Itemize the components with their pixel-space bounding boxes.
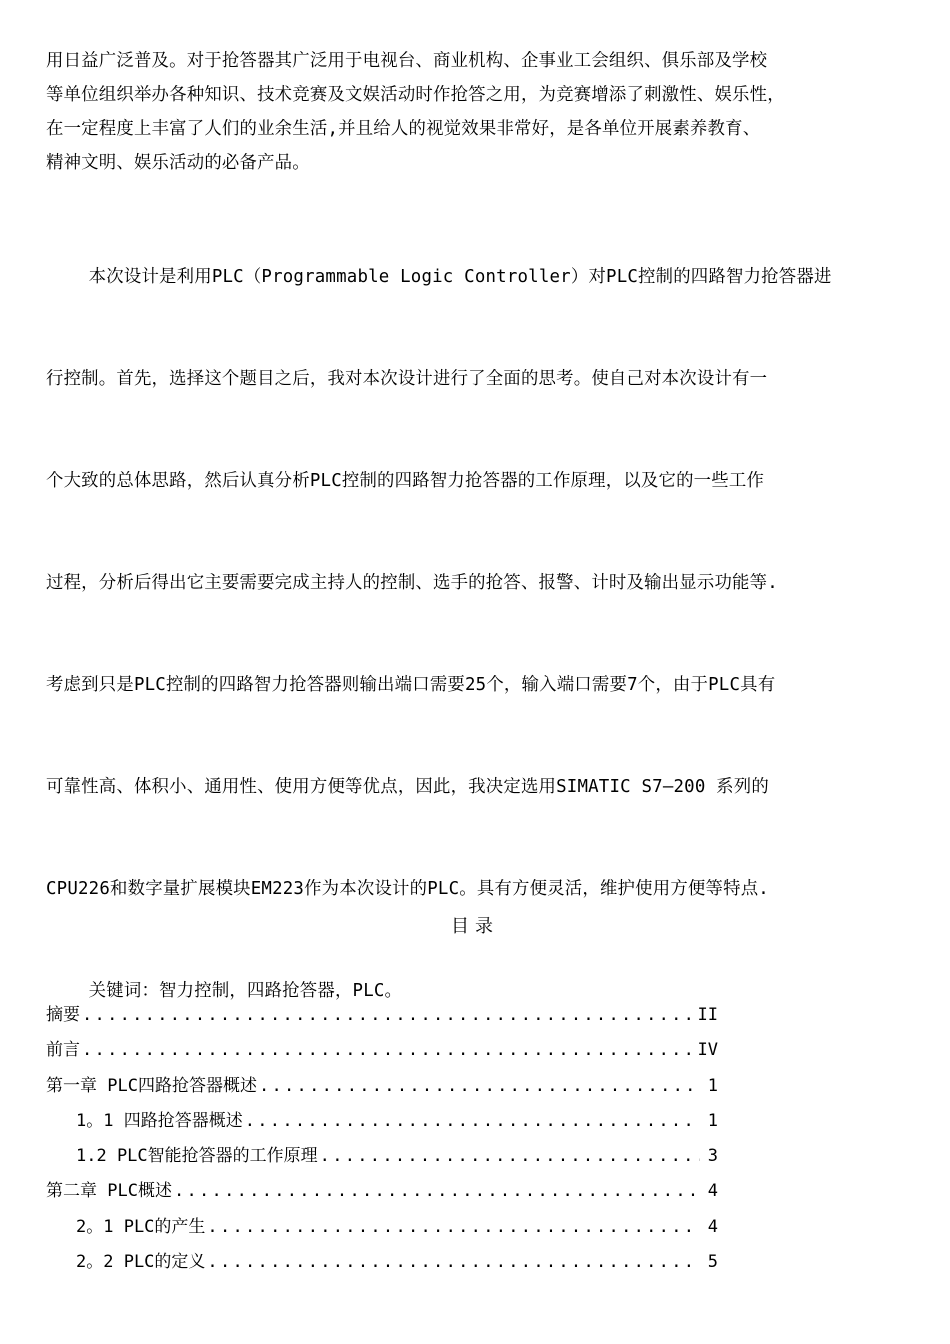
toc-dot-leader [207,1210,700,1245]
keywords-line: 关键词：智力控制，四路抢答器，PLC。 [46,981,403,1001]
toc-dot-leader [259,1069,700,1104]
toc-entry-page: II [697,1005,718,1025]
toc-entry-page: 5 [707,1252,718,1273]
toc-entry[interactable] [46,1139,718,1174]
text-line: 用日益广泛普及。对于抢答器其广泛用于电视台、商业机构、企事业工会组织、俱乐部及学校 [46,51,768,71]
text-line: 过程，分析后得出它主要需要完成主持人的控制、选手的抢答、报警、计时及输出显示功能等. [46,573,778,593]
toc-dot-leader [82,1033,696,1068]
toc-entry-title: 第二章 PLC概述 [46,1181,172,1202]
toc-entry-page: 4 [707,1181,718,1202]
text-line: 行控制。首先，选择这个题目之后，我对本次设计进行了全面的思考。使自己对本次设计有一 [46,369,768,389]
toc-entry[interactable] [46,1245,718,1280]
toc-entry[interactable] [46,1210,718,1245]
toc-entry-page: IV [697,1040,718,1061]
text-line: 考虑到只是PLC控制的四路智力抢答器则输出端口需要25个，输入端口需要7个，由于PLC具有 [46,675,776,695]
text-line: 可靠性高、体积小、通用性、使用方便等优点，因此，我决定选用SIMATIC S7—200 系列的 [46,777,769,797]
text-line: 精神文明、娱乐活动的必备产品。 [46,153,310,173]
toc-entry-title: 2。2 PLC的定义 [76,1252,206,1273]
toc-entry-title: 2。1 PLC的产生 [76,1216,206,1237]
toc-entry[interactable] [46,1174,718,1209]
text-line: 个大致的总体思路，然后认真分析PLC控制的四路智力抢答器的工作原理，以及它的一些工作 [46,471,765,491]
toc-entry[interactable] [46,1033,718,1068]
toc-entry[interactable] [46,998,718,1033]
abstract-paragraph-1 [46,44,916,180]
toc-entry-title: 前言 [46,1040,80,1061]
toc-dot-leader [207,1245,700,1280]
toc-dot-leader [245,1104,700,1139]
toc-title: 目录 [451,916,499,937]
toc-entry[interactable] [46,1069,718,1104]
text-line: 等单位组织举办各种知识、技术竞赛及文娱活动时作抢答之用，为竞赛增添了刺激性、娱乐性， [46,85,785,105]
toc-entry-title: 1。1 四路抢答器概述 [76,1110,243,1131]
toc-entry-title: 摘要 [46,1005,80,1025]
toc-dot-leader [174,1174,700,1209]
table-of-contents [46,998,718,1280]
toc-dot-leader [320,1139,700,1174]
toc-entry-page: 1 [707,1075,718,1096]
toc-dot-leader [82,998,696,1033]
text-line: CPU226和数字量扩展模块EM223作为本次设计的PLC。具有方便灵活，维护使用方便等特点. [46,879,769,899]
text-line: 本次设计是利用PLC（Programmable Logic Controller）对PLC控制的四路智力抢答器进 [46,267,832,287]
text-line: 在一定程度上丰富了人们的业余生活,并且给人的视觉效果非常好，是各单位开展素养教育、 [46,119,761,139]
toc-entry[interactable] [46,1104,718,1139]
toc-entry-page: 3 [707,1146,718,1167]
toc-entry-title: 1.2 PLC智能抢答器的工作原理 [76,1146,318,1167]
toc-entry-page: 4 [707,1216,718,1237]
toc-entry-page: 1 [707,1110,718,1131]
toc-entry-title: 第一章 PLC四路抢答器概述 [46,1075,257,1096]
